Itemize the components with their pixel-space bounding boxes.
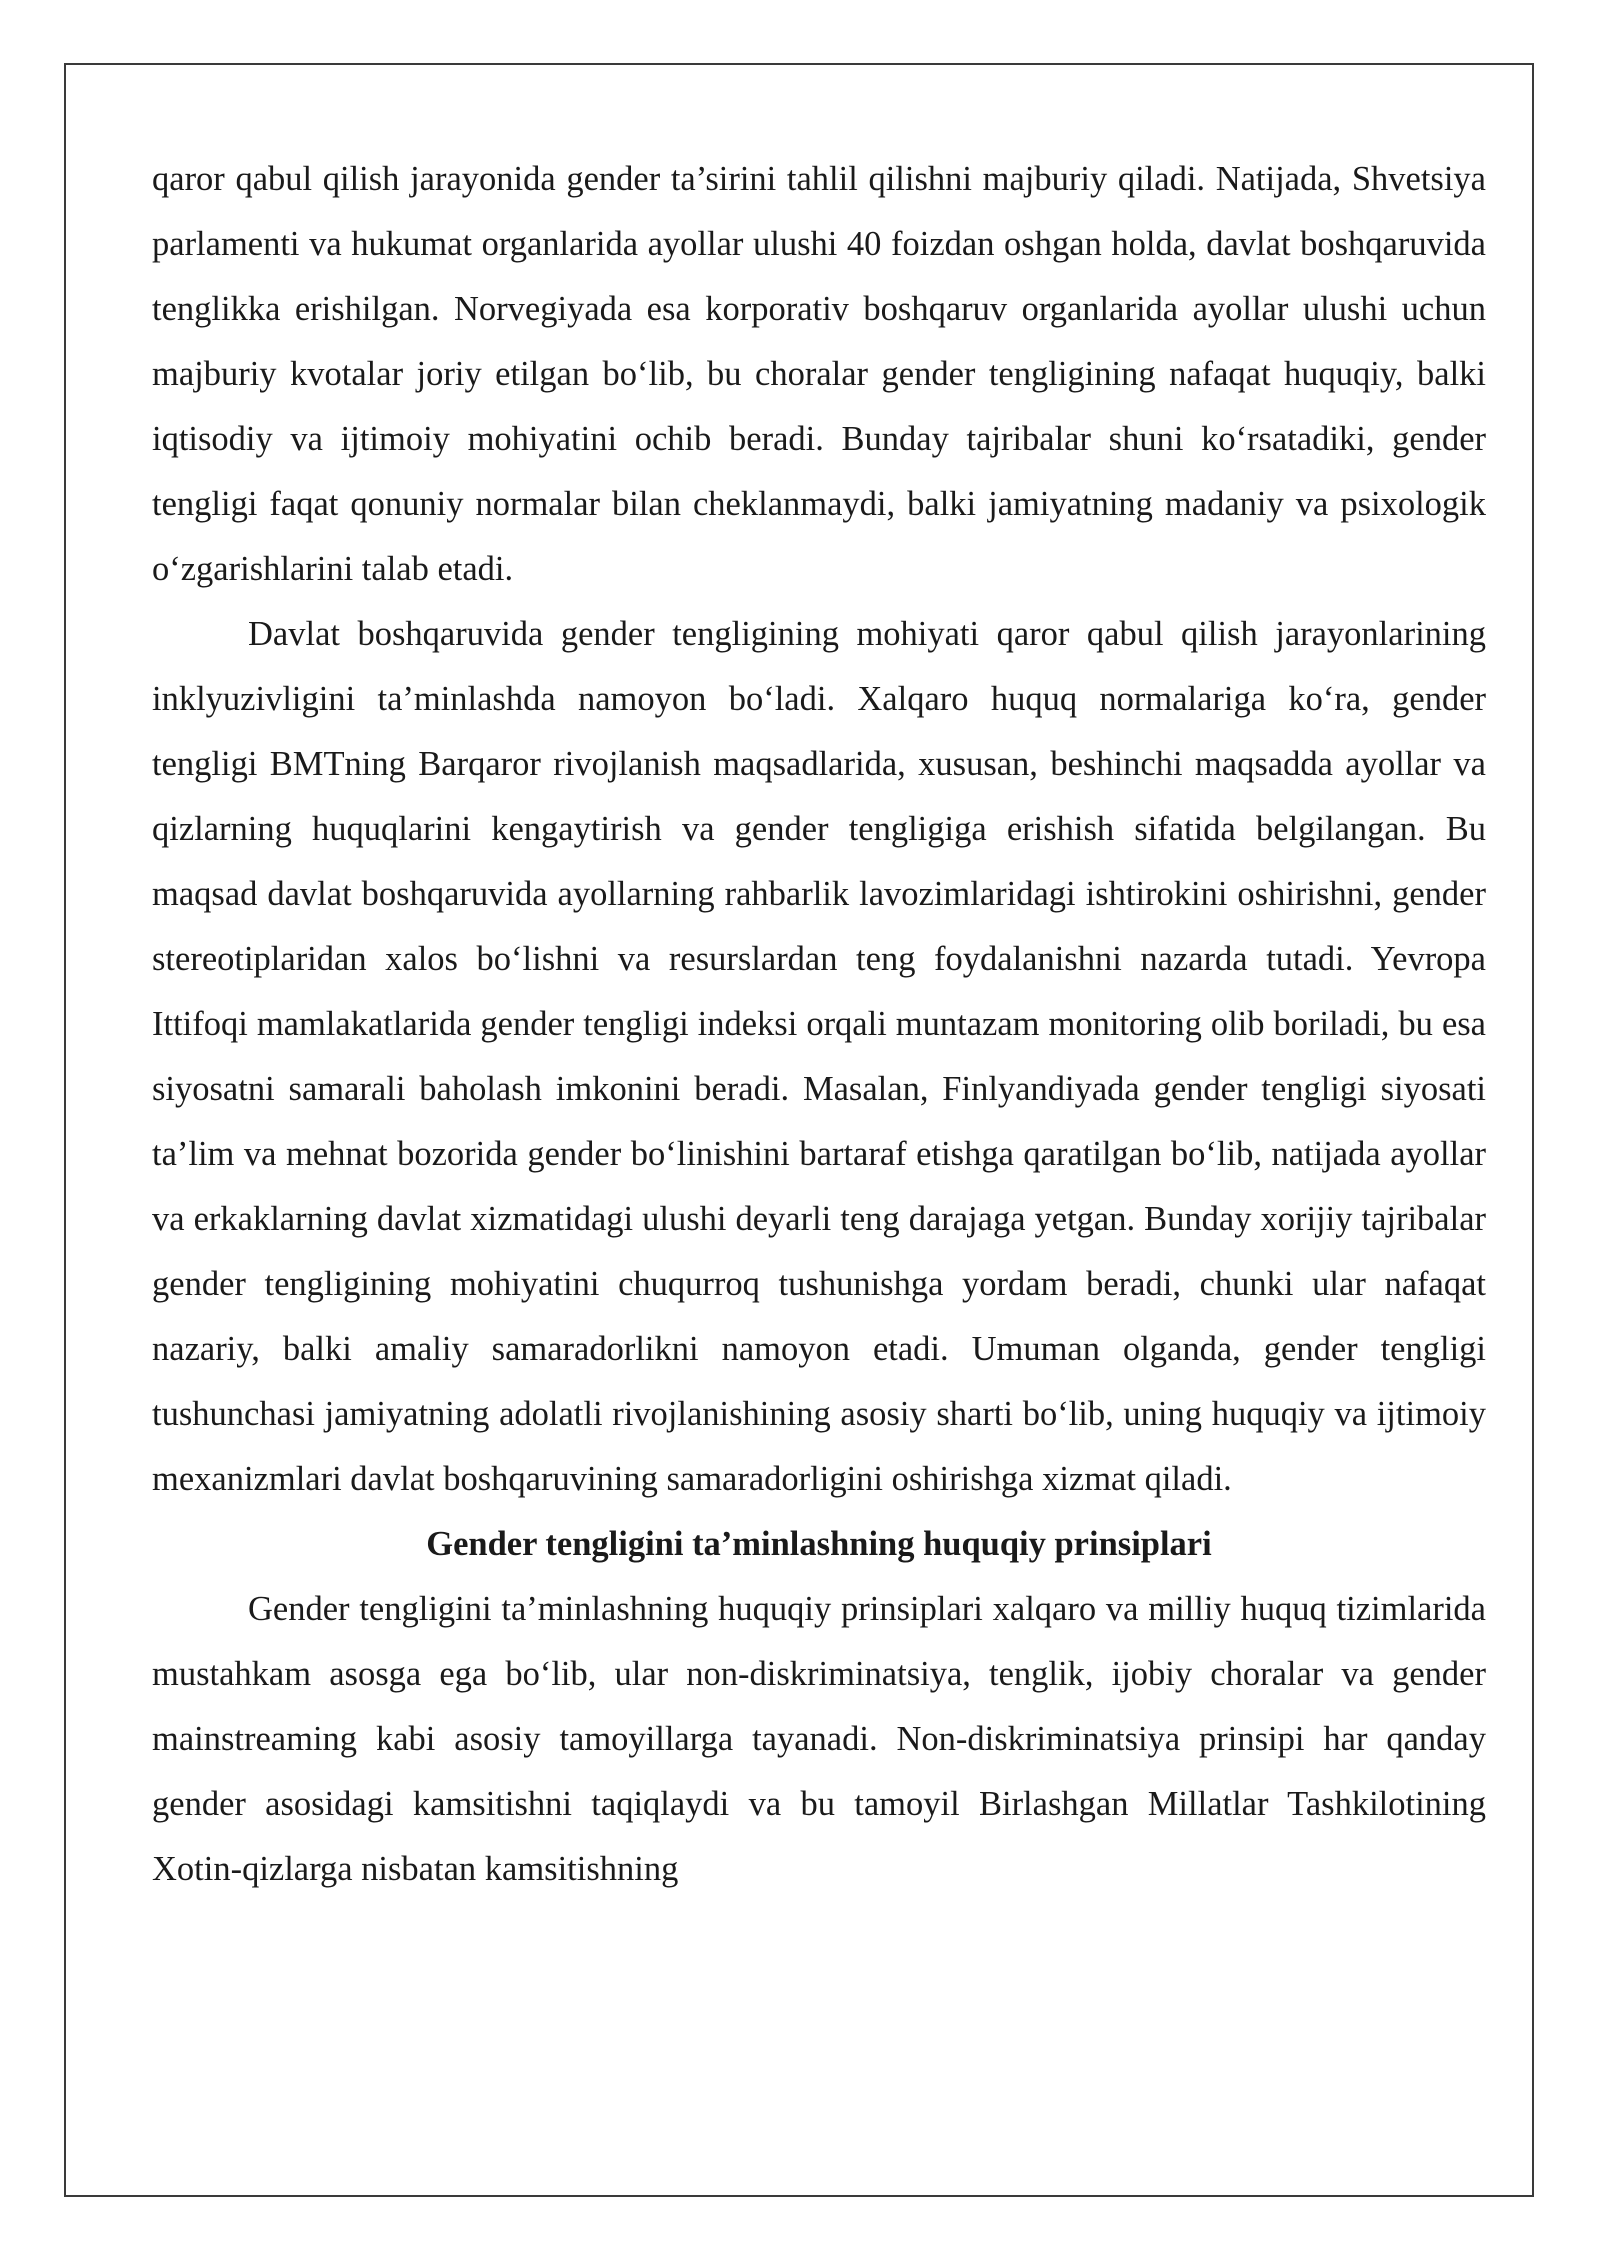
paragraph-legal-principles: Gender tengligini ta’minlashning huquqiy prinsiplari xalqaro va milliy huquq tizimlarida mustahkam asosga ega bo‘lib, ular non-diskriminatsiya, tenglik, ijobiy choralar va gender mainstreaming kabi asosiy tamoyillarga tayanadi. Non-diskriminatsiya prinsipi har qanday gender asosidagi kamsitishni taqiqlaydi va bu tamoyil Birlashgan Millatlar Tashkilotining Xotin-qizlarga nisbatan kamsitishning: [152, 1590, 1486, 1888]
paragraph-gender-equality-essence: Davlat boshqaruvida gender tengligining mohiyati qaror qabul qilish jarayonlarining inklyuzivligini ta’minlashda namoyon bo‘ladi. Xalqaro huquq normalariga ko‘ra, gender tengligi BMTning Barqaror rivojlanish maqsadlarida, xususan, beshinchi maqsadda ayollar va qizlarning huquqlarini kengaytirish va gender tengligiga erishish sifatida belgilangan. Bu maqsad davlat boshqaruvida ayollarning rahbarlik lavozimlaridagi ishtirokini oshirishni, gender stereotiplaridan xalos bo‘lishni va resurslardan teng foydalanishni nazarda tutadi. Yevropa Ittifoqi mamlakatlarida gender tengligi indeksi orqali muntazam monitoring olib boriladi, bu esa siyosatni samarali baholash imkonini beradi. Masalan, Finlyandiyada gender tengligi siyosati ta’lim va mehnat bozorida gender bo‘linishini bartaraf etishga qaratilgan bo‘lib, natijada ayollar va erkaklarning davlat xizmatidagi ulushi deyarli teng darajaga yetgan. Bunday xorijiy tajribalar gender tengligining mohiyatini chuqurroq tushunishga yordam beradi, chunki ular nafaqat nazariy, balki amaliy samaradorlikni namoyon etadi. Umuman olganda, gender tengligi tushunchasi jamiyatning adolatli rivojlanishining asosiy sharti bo‘lib, uning huquqiy va ijtimoiy mexanizmlari davlat boshqaruvining samaradorligini oshirishga xizmat qiladi.: [152, 615, 1486, 1498]
paragraph-continued: qaror qabul qilish jarayonida gender ta’sirini tahlil qilishni majburiy qiladi. Natijada, Shvetsiya parlamenti va hukumat organlarida ayollar ulushi 40 foizdan oshgan holda, davlat boshqaruvida tenglikka erishilgan. Norvegiyada esa korporativ boshqaruv organlarida ayollar ulushi uchun majburiy kvotalar joriy etilgan bo‘lib, bu choralar gender tengligining nafaqat huquqiy, balki iqtisodiy va ijtimoiy mohiyatini ochib beradi. Bunday tajribalar shuni ko‘rsatadiki, gender tengligi faqat qonuniy normalar bilan cheklanmaydi, balki jamiyatning madaniy va psixologik o‘zgarishlarini talab etadi.: [152, 160, 1486, 588]
section-heading: Gender tengligini ta’minlashning huquqiy prinsiplari: [426, 1525, 1212, 1563]
document-body: [152, 147, 1486, 1902]
